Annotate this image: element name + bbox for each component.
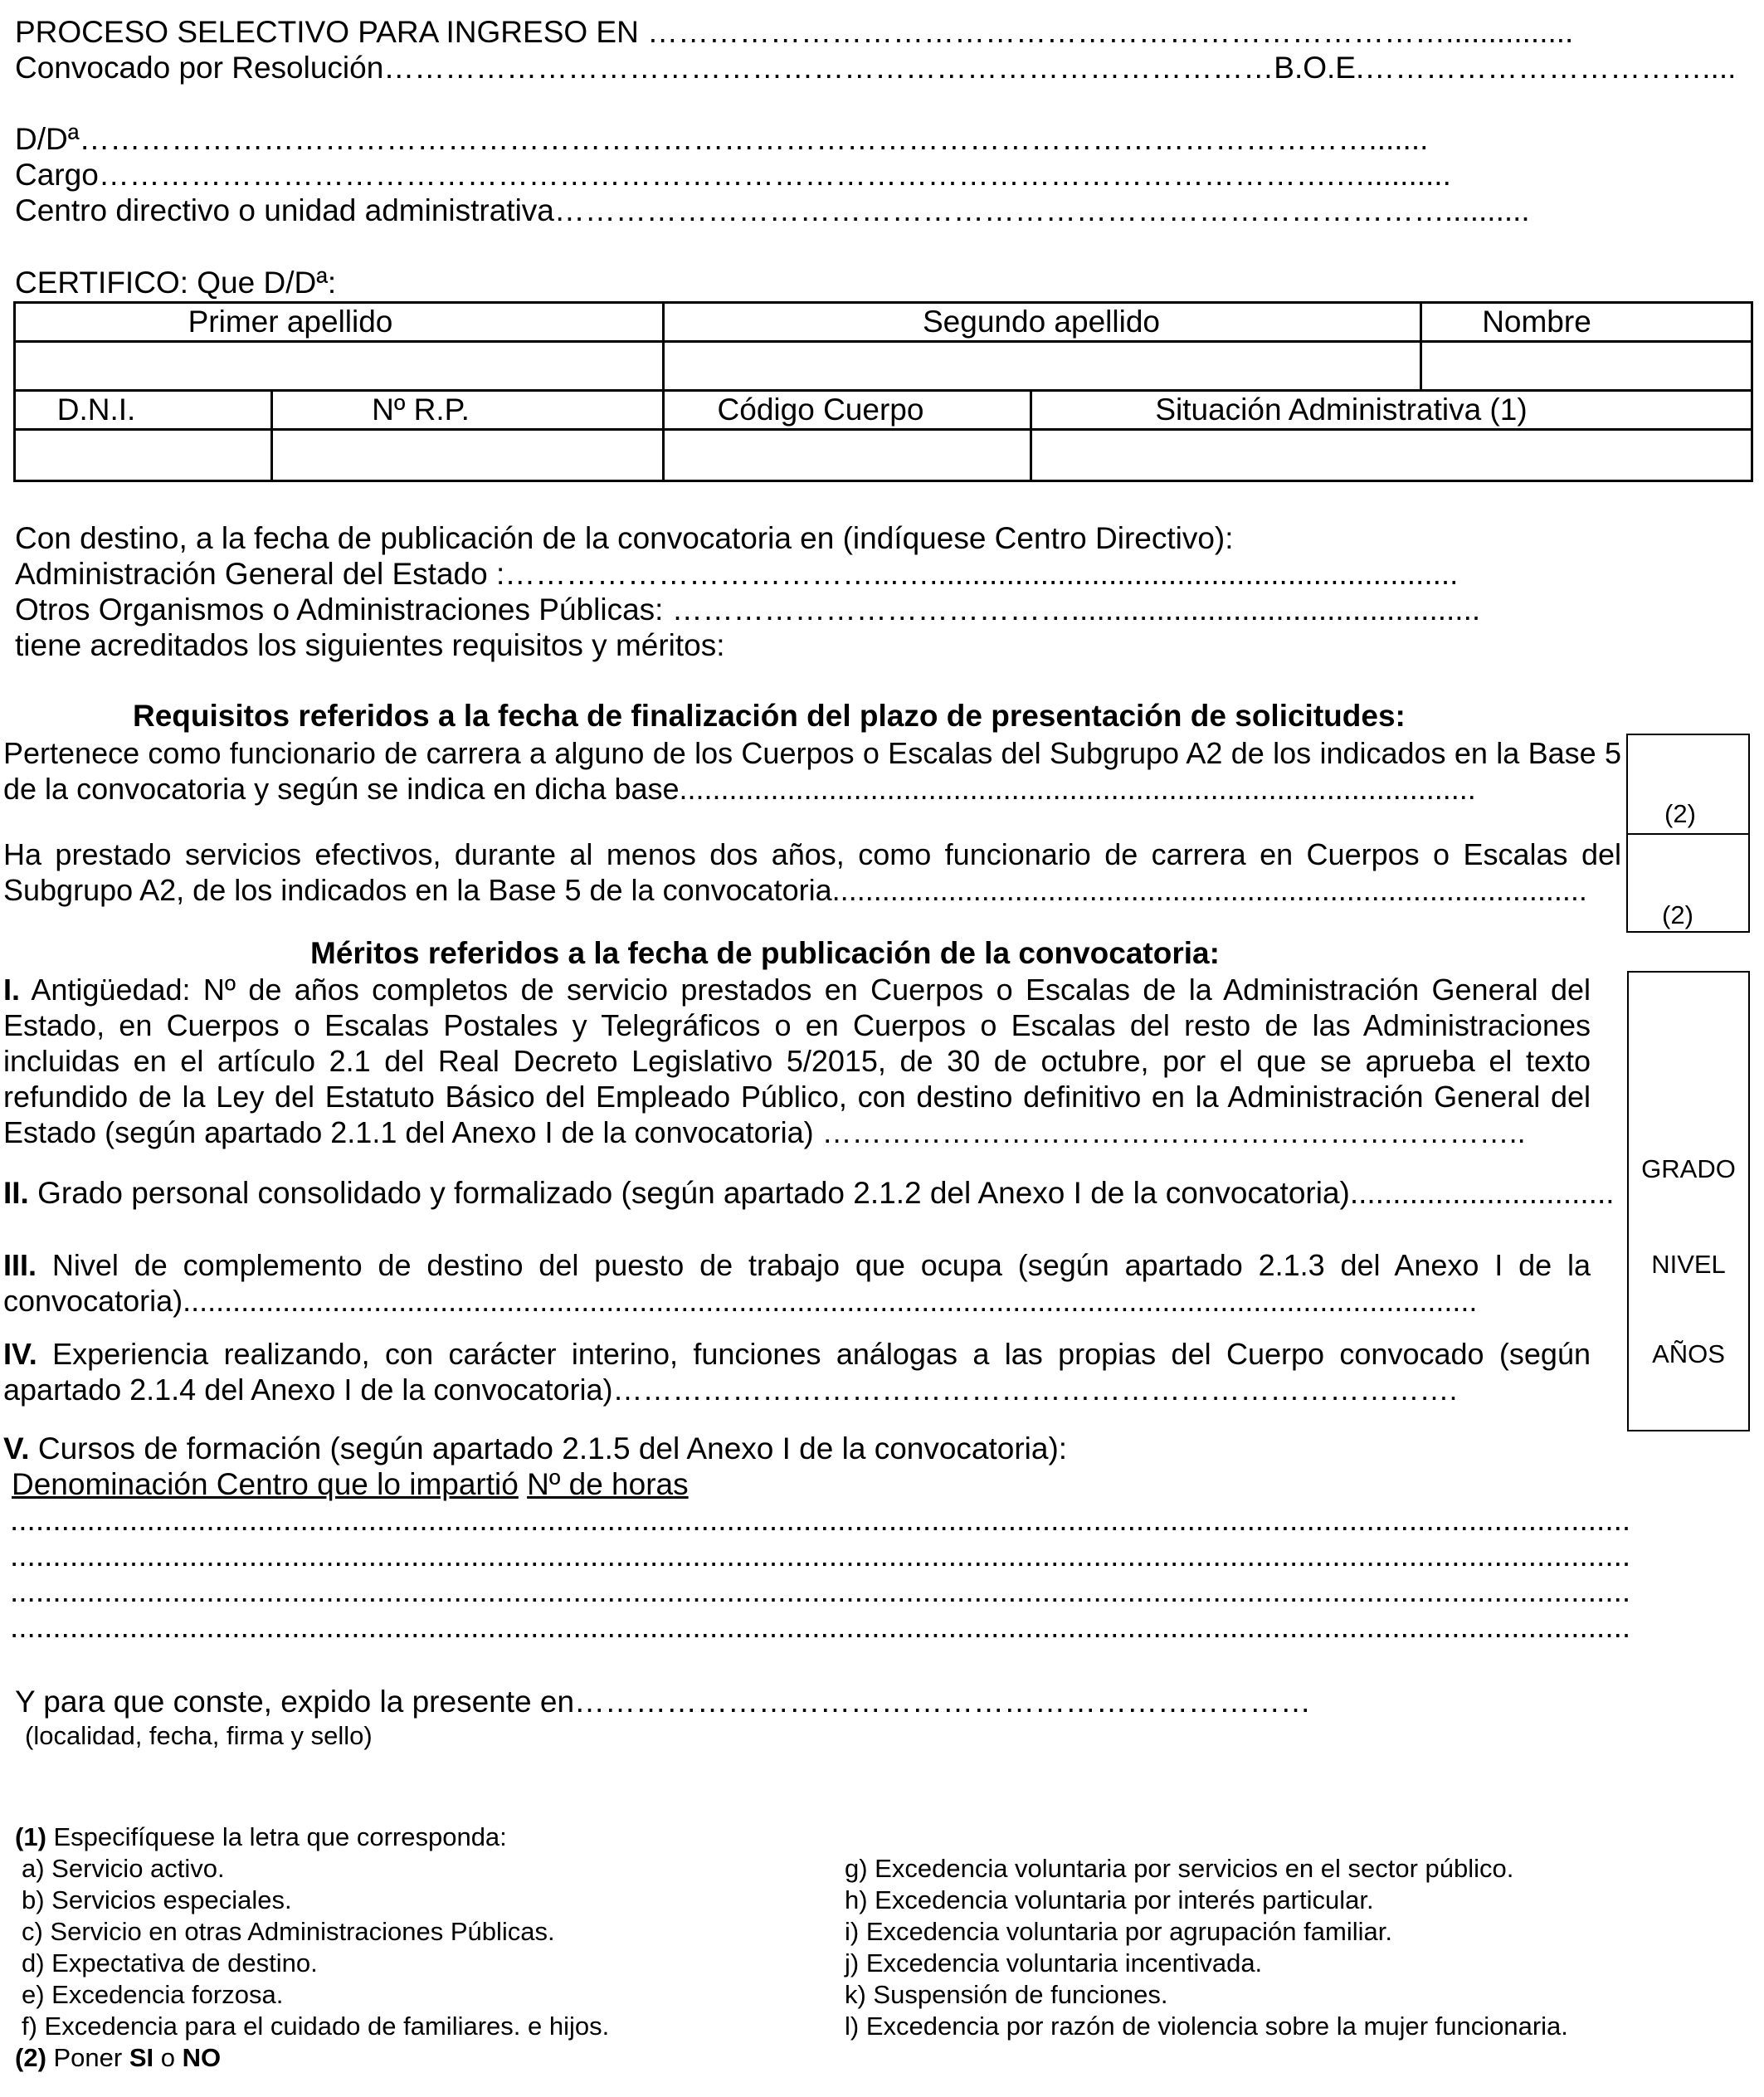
boe-dots: …………………………….... xyxy=(1364,51,1737,85)
merito-num: V. xyxy=(3,1431,30,1465)
acreditados-line: tiene acreditados los siguientes requisitos y méritos: xyxy=(15,628,725,662)
list-item: a) Servicio activo. xyxy=(22,1854,225,1883)
table-line xyxy=(13,389,1753,392)
col-denominacion: Denominación Centro que lo impartió xyxy=(12,1467,519,1501)
merito-text: Cursos de formación (según apartado 2.1.5 del Anexo I de la convocatoria): xyxy=(29,1431,1068,1465)
list-item: g) Excedencia voluntaria por servicios en el sector público. xyxy=(845,1854,1514,1883)
d-line: D/Dª………………………………………………………………………………………………………………....... xyxy=(15,122,1429,156)
proceso-line: PROCESO SELECTIVO PARA INGRESO EN ……………………………………………………………………............... xyxy=(15,15,1574,49)
note-text: Especifíquese la letra que corresponda: xyxy=(46,1822,507,1851)
note-no: NO xyxy=(182,2043,222,2072)
merito-antiguedad xyxy=(3,972,1591,1150)
merito-cursos xyxy=(3,1431,1067,1466)
header-segundo-apellido: Segundo apellido xyxy=(923,305,1160,339)
note-1-title xyxy=(15,1821,507,1853)
requisito-1: Pertenece como funcionario de carrera a alguno de los Cuerpos o Escalas del Subgrupo A2 de los indicados en la Base 5 de la convocatoria y según se indica en dicha base................................................................................................ xyxy=(3,736,1621,806)
curso-dots-1: .............................................................................................................................................................................................. xyxy=(10,1503,1631,1537)
merito-text: Grado personal consolidado y formalizado (según apartado 2.1.2 del Anexo I de la convocatoria)............................... xyxy=(28,1176,1615,1210)
merito-num: I. xyxy=(3,973,21,1007)
note-text: o xyxy=(153,2043,183,2072)
convocado-line xyxy=(15,51,1736,85)
expido-sub: (localidad, fecha, firma y sello) xyxy=(25,1721,373,1750)
list-item: d) Expectativa de destino. xyxy=(22,1948,318,1978)
header-codigo-cuerpo: Código Cuerpo xyxy=(717,393,924,427)
nivel-label: NIVEL xyxy=(1651,1250,1726,1279)
meritos-title: Méritos referidos a la fecha de publicación de la convocatoria: xyxy=(310,936,1220,970)
certifico-line: CERTIFICO: Que D/Dª: xyxy=(15,266,337,300)
expido-line: Y para que conste, expido la presente en……………………………………………………………… xyxy=(15,1685,1312,1719)
merito-text: Nivel de complemento de destino del puesto de trabajo que ocupa (según apartado 2.1.3 del Anexo I de la convocatoria)............................................................................................................................................................ xyxy=(3,1248,1591,1318)
header-primer-apellido: Primer apellido xyxy=(188,305,393,339)
cargo-line: Cargo………………………………………………………………………………………………………….….......... xyxy=(15,158,1451,192)
destino-line: Con destino, a la fecha de publicación de la convocatoria en (indíquese Centro Directivo): xyxy=(15,521,1234,555)
header-nombre: Nombre xyxy=(1482,305,1591,339)
curso-dots-3: .............................................................................................................................................................................................. xyxy=(10,1574,1631,1608)
merito-text: Antigüedad: Nº de años completos de servicio prestados en Cuerpos o Escalas de la Administración General del Estado, en Cuerpos o Escalas Postales y Telegráficos o en Cuerpos o Escalas del resto de las Administraciones incluidas en el artículo 2.1 del Real Decreto Legislativo 5/2015, de 30 de octubre, por el que se aprueba el texto refundido de la Ley del Estatuto Básico del Empleado Público, con destino definitivo en la Administración General del Estado (según apartado 2.1.1 del Anexo I de la convocatoria) …………………………………………………………….. xyxy=(3,973,1591,1149)
header-dni: D.N.I. xyxy=(56,393,136,427)
list-item: l) Excedencia por razón de violencia sobre la mujer funcionaria. xyxy=(845,2012,1568,2041)
requisitos-title: Requisitos referidos a la fecha de finalización del plazo de presentación de solicitudes: xyxy=(133,699,1406,733)
answer-divider xyxy=(1626,833,1750,835)
note-si: SI xyxy=(129,2043,154,2072)
answer-mark-1: (2) xyxy=(1664,799,1696,828)
list-item: k) Suspensión de funciones. xyxy=(845,1980,1168,2009)
anos-label: AÑOS xyxy=(1652,1339,1725,1368)
list-item: i) Excedencia voluntaria por agrupación familiar. xyxy=(845,1917,1392,1946)
merito-grado xyxy=(3,1176,1615,1211)
curso-dots-2: .............................................................................................................................................................................................. xyxy=(10,1539,1631,1573)
list-item: b) Servicios especiales. xyxy=(22,1885,292,1914)
note-num: (2) xyxy=(15,2043,46,2072)
merito-experiencia xyxy=(3,1336,1591,1407)
merito-num: IV. xyxy=(3,1337,37,1371)
list-item: c) Servicio en otras Administraciones Públicas. xyxy=(22,1917,555,1946)
list-item: h) Excedencia voluntaria por interés particular. xyxy=(845,1885,1374,1914)
list-item: e) Excedencia forzosa. xyxy=(22,1980,284,2009)
note-num: (1) xyxy=(15,1822,46,1851)
note-2 xyxy=(15,2042,221,2074)
header-situacion-administrativa: Situación Administrativa (1) xyxy=(1155,393,1528,427)
centro-line: Centro directivo o unidad administrativa…………………………………………………………………………….......... xyxy=(15,193,1530,227)
otros-line: Otros Organismos o Administraciones Públicas: …………………………………................................................ xyxy=(15,593,1481,627)
convocado-label: Convocado por Resolución xyxy=(15,51,384,85)
note-text: Poner xyxy=(46,2043,129,2072)
age-line: Administración General del Estado :………………………………...….............................................................. xyxy=(15,557,1459,591)
header-nrp: Nº R.P. xyxy=(372,393,470,427)
table-line xyxy=(13,340,1753,343)
curso-dots-4: .............................................................................................................................................................................................. xyxy=(10,1610,1631,1644)
boe-label: B.O.E. xyxy=(1274,51,1365,85)
answer-mark-2: (2) xyxy=(1662,900,1693,929)
cursos-columns xyxy=(12,1467,689,1502)
col-horas: Nº de horas xyxy=(527,1467,689,1501)
merito-num: III. xyxy=(3,1248,37,1282)
grado-label: GRADO xyxy=(1641,1154,1736,1183)
table-line xyxy=(13,428,1753,431)
merito-nivel xyxy=(3,1247,1591,1319)
merito-text: Experiencia realizando, con carácter interino, funciones análogas a las propias del Cuerpo convocado (según apartado 2.1.4 del Anexo I de la convocatoria)…………………………………………………………………………. xyxy=(3,1337,1591,1407)
convocado-dots: …………………………………………………………………………… xyxy=(383,51,1274,85)
merito-num: II. xyxy=(3,1176,29,1210)
list-item: f) Excedencia para el cuidado de familiares. e hijos. xyxy=(22,2012,610,2041)
requisito-2: Ha prestado servicios efectivos, durante al menos dos años, como funcionario de carrera en Cuerpos o Escalas del Subgrupo A2, de los indicados en la Base 5 de la convocatoria........................................................................................... xyxy=(3,837,1621,907)
list-item: j) Excedencia voluntaria incentivada. xyxy=(845,1948,1263,1978)
